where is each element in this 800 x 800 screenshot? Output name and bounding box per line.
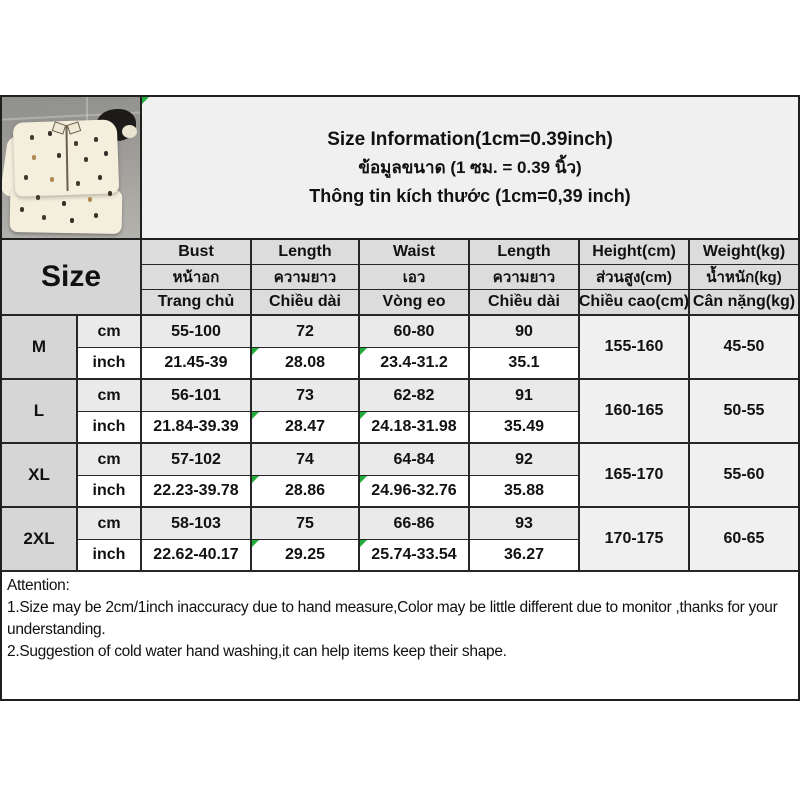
size-label-l: L <box>2 380 78 444</box>
xl-cm-length: 74 <box>252 444 360 476</box>
2xl-inch-length2: 36.27 <box>470 540 580 572</box>
size-corner-cell: Size <box>2 240 142 316</box>
l-cm-length: 73 <box>252 380 360 412</box>
col-header-length-th: ความยาว <box>252 265 360 290</box>
excel-error-indicator-icon <box>142 97 149 104</box>
col-header-weight-vi: Cân nặng(kg) <box>690 290 798 316</box>
xl-cm-waist: 64-84 <box>360 444 470 476</box>
l-weight-range: 50-55 <box>690 380 798 444</box>
m-weight-range: 45-50 <box>690 316 798 380</box>
dog-print-dots <box>2 97 6 102</box>
2xl-inch-bust: 22.62-40.17 <box>142 540 252 572</box>
m-inch-length2: 35.1 <box>470 348 580 380</box>
l-cm-length2: 91 <box>470 380 580 412</box>
cell-value: 28.47 <box>284 418 326 435</box>
m-inch-bust: 21.45-39 <box>142 348 252 380</box>
col-header-length-vi: Chiều dài <box>252 290 360 316</box>
excel-error-indicator-icon <box>360 348 367 355</box>
size-label-xl: XL <box>2 444 78 508</box>
unit-inch: inch <box>78 348 142 380</box>
col-header-weight-en: Weight(kg) <box>690 240 798 265</box>
xl-weight-range: 55-60 <box>690 444 798 508</box>
cell-value: 24.18-31.98 <box>371 418 457 435</box>
excel-error-indicator-icon <box>252 540 259 547</box>
2xl-inch-waist <box>360 540 470 572</box>
m-height-range: 155-160 <box>580 316 690 380</box>
attention-note-2: 2.Suggestion of cold water hand washing,it can help items keep their shape. <box>7 643 507 660</box>
excel-error-indicator-icon <box>252 476 259 483</box>
m-inch-length <box>252 348 360 380</box>
size-table <box>2 240 798 572</box>
col-header-height-th: ส่วนสูง(cm) <box>580 265 690 290</box>
title-english: Size Information(1cm=0.39inch) <box>327 128 613 150</box>
size-label-2xl: 2XL <box>2 508 78 572</box>
plush-dog-snout <box>122 125 137 138</box>
cell-value: 28.08 <box>284 354 326 371</box>
l-inch-waist <box>360 412 470 444</box>
excel-error-indicator-icon <box>252 348 259 355</box>
attention-note-1: 1.Size may be 2cm/1inch inaccuracy due to hand measure,Color may be little different due to monitor ,thanks for your understanding. <box>7 599 778 638</box>
col-header-waist-th: เอว <box>360 265 470 290</box>
col-header-length-en: Length <box>252 240 360 265</box>
size-label-m: M <box>2 316 78 380</box>
m-inch-waist <box>360 348 470 380</box>
xl-inch-length <box>252 476 360 508</box>
col-header-length2-en: Length <box>470 240 580 265</box>
col-header-waist-vi: Vòng eo <box>360 290 470 316</box>
col-header-length2-th: ความยาว <box>470 265 580 290</box>
cell-value: 28.86 <box>284 482 326 499</box>
unit-inch: inch <box>78 540 142 572</box>
cell-value: 24.96-32.76 <box>371 482 457 499</box>
xl-inch-bust: 22.23-39.78 <box>142 476 252 508</box>
col-header-waist-en: Waist <box>360 240 470 265</box>
col-header-bust-en: Bust <box>142 240 252 265</box>
unit-cm: cm <box>78 508 142 540</box>
2xl-cm-length: 75 <box>252 508 360 540</box>
unit-cm: cm <box>78 380 142 412</box>
unit-cm: cm <box>78 316 142 348</box>
m-cm-length2: 90 <box>470 316 580 348</box>
cell-value: 23.4-31.2 <box>380 354 448 371</box>
title-vietnamese: Thông tin kích thước (1cm=0,39 inch) <box>309 185 631 206</box>
2xl-weight-range: 60-65 <box>690 508 798 572</box>
unit-cm: cm <box>78 444 142 476</box>
2xl-cm-length2: 93 <box>470 508 580 540</box>
l-height-range: 160-165 <box>580 380 690 444</box>
col-header-height-vi: Chiều cao(cm) <box>580 290 690 316</box>
excel-error-indicator-icon <box>252 412 259 419</box>
m-cm-length: 72 <box>252 316 360 348</box>
excel-error-indicator-icon <box>360 412 367 419</box>
col-header-bust-vi: Trang chủ <box>142 290 252 316</box>
2xl-inch-length <box>252 540 360 572</box>
excel-error-indicator-icon <box>360 476 367 483</box>
xl-inch-waist <box>360 476 470 508</box>
title-block <box>142 97 798 238</box>
2xl-cm-bust: 58-103 <box>142 508 252 540</box>
xl-height-range: 165-170 <box>580 444 690 508</box>
2xl-height-range: 170-175 <box>580 508 690 572</box>
l-inch-length <box>252 412 360 444</box>
excel-error-indicator-icon <box>360 540 367 547</box>
col-header-length2-vi: Chiều dài <box>470 290 580 316</box>
l-cm-waist: 62-82 <box>360 380 470 412</box>
cell-value: 29.25 <box>284 546 326 563</box>
l-inch-length2: 35.49 <box>470 412 580 444</box>
title-thai: ข้อมูลขนาด (1 ซม. = 0.39 นิ้ว) <box>358 157 582 177</box>
l-cm-bust: 56-101 <box>142 380 252 412</box>
size-chart-sheet <box>0 95 800 701</box>
xl-inch-length2: 35.88 <box>470 476 580 508</box>
xl-cm-length2: 92 <box>470 444 580 476</box>
unit-inch: inch <box>78 412 142 444</box>
unit-inch: inch <box>78 476 142 508</box>
attention-notes <box>2 572 798 699</box>
attention-heading: Attention: <box>7 577 70 594</box>
l-inch-bust: 21.84-39.39 <box>142 412 252 444</box>
m-cm-bust: 55-100 <box>142 316 252 348</box>
header-band <box>2 97 798 240</box>
col-header-height-en: Height(cm) <box>580 240 690 265</box>
2xl-cm-waist: 66-86 <box>360 508 470 540</box>
product-photo <box>2 97 142 238</box>
xl-cm-bust: 57-102 <box>142 444 252 476</box>
m-cm-waist: 60-80 <box>360 316 470 348</box>
cell-value: 25.74-33.54 <box>371 546 457 563</box>
col-header-weight-th: น้ำหนัก(kg) <box>690 265 798 290</box>
col-header-bust-th: หน้าอก <box>142 265 252 290</box>
